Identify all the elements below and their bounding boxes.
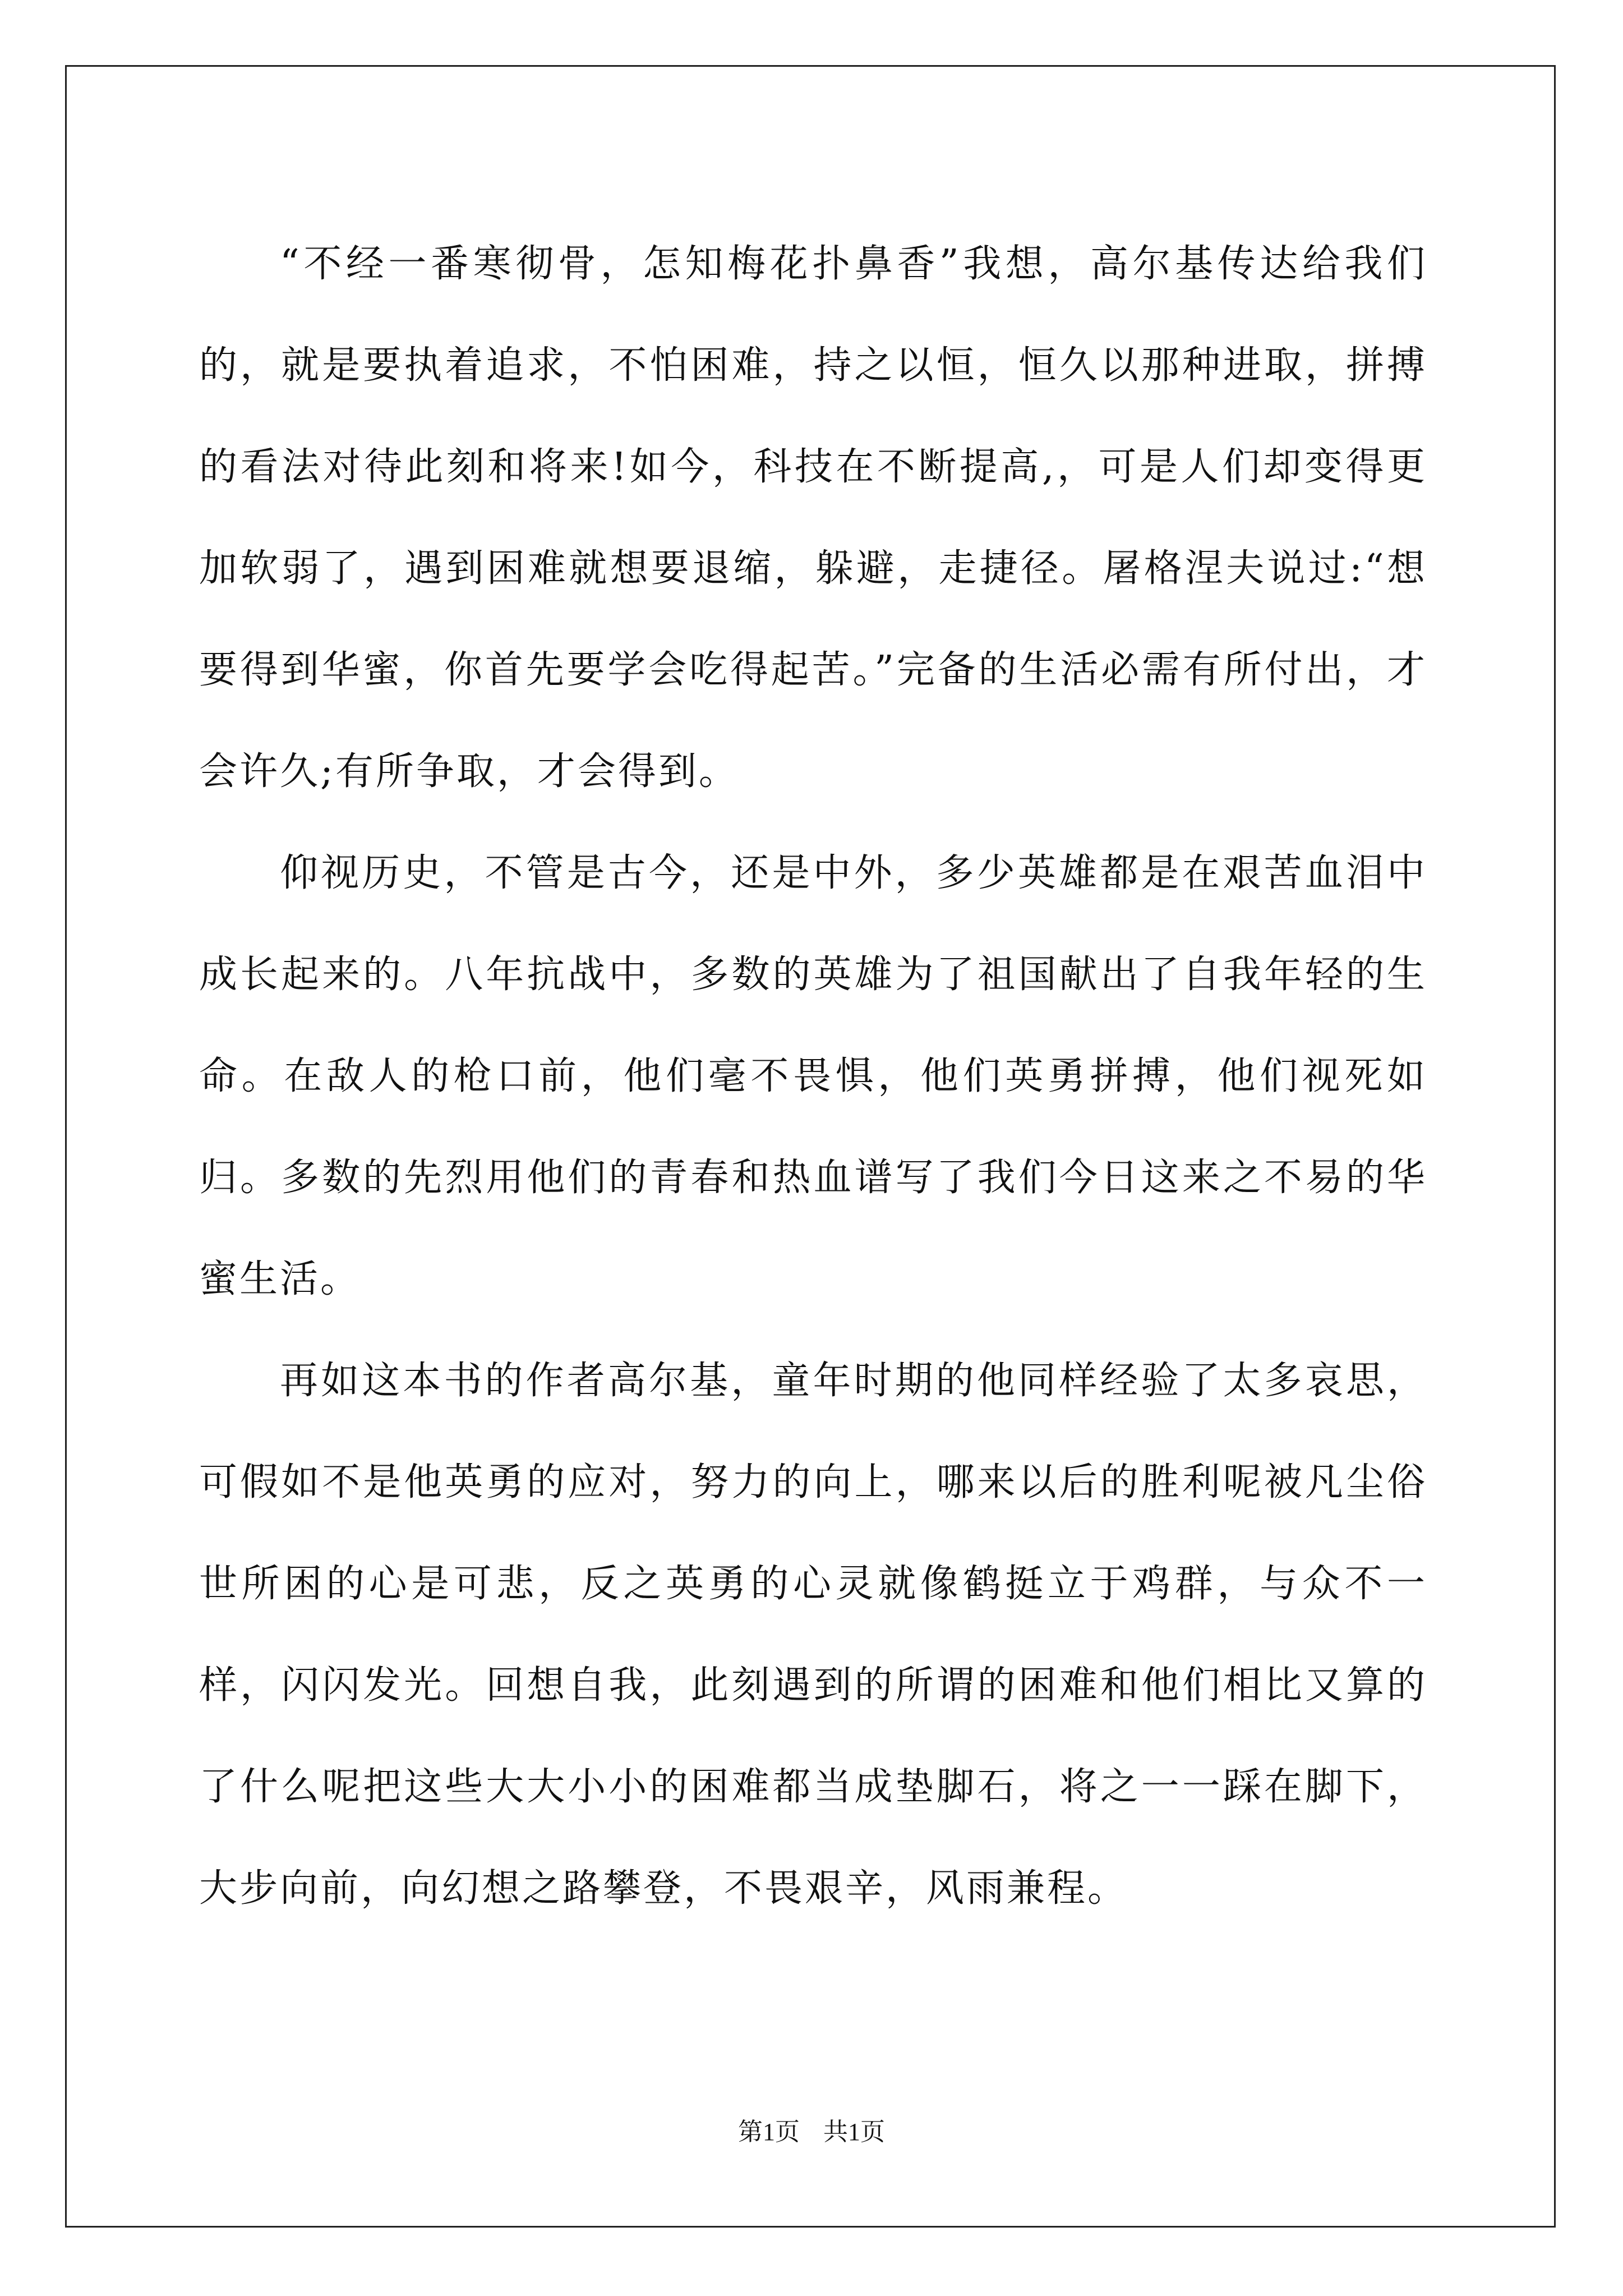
paragraph-2: 仰视历史，不管是古今，还是中外，多少英雄都是在艰苦血泪中成长起来的。八年抗战中，多数的英雄为了祖国献出了自我年轻的生命。在敌人的枪口前，他们毫不畏惧，他们英勇拼搏，他们视死如归。多数的先烈用他们的青春和热血谱写了我们今日这来之不易的华蜜生活。 [199,851,1427,1301]
page-number: 第1页 [738,2118,800,2146]
page-total: 共1页 [823,2118,885,2146]
paragraph-1: “不经一番寒彻骨，怎知梅花扑鼻香”我想，高尔基传达给我们的，就是要执着追求，不怕困难，持之以恒，恒久以那种进取，拼搏的看法对待此刻和将来!如今，科技在不断提高,，可是人们却变得更加软弱了，遇到困难就想要退缩，躲避，走捷径。屠格涅夫说过:“想要得到华蜜，你首先要学会吃得起苦。”完备的生活必需有所付出，才会许久;有所争取，才会得到。 [199,242,1427,794]
paragraph-3: 再如这本书的作者高尔基，童年时期的他同样经验了太多哀思，可假如不是他英勇的应对，努力的向上，哪来以后的胜利呢被凡尘俗世所困的心是可悲，反之英勇的心灵就像鹤挺立于鸡群，与众不一样，闪闪发光。回想自我，此刻遇到的所谓的困难和他们相比又算的了什么呢把这些大大小小的困难都当成垫脚石，将之一一踩在脚下，大步向前，向幻想之路攀登，不畏艰辛，风雨兼程。 [199,1359,1427,1911]
page-footer [0,2116,1623,2148]
document-body [199,213,1427,1939]
